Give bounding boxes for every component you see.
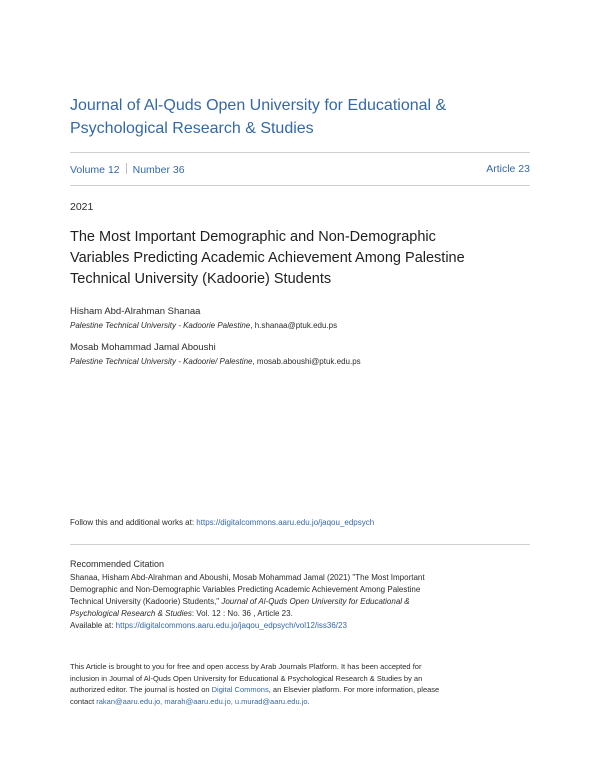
- citation-line-4: [70, 608, 530, 620]
- citation-line-1: Shanaa, Hisham Abd-Alrahman and Aboushi, Mosab Mohammad Jamal (2021) "The Most Important: [70, 573, 425, 582]
- publication-year: 2021: [70, 201, 94, 213]
- access-note-text: contact: [70, 696, 97, 706]
- author-email: , h.shanaa@ptuk.edu.ps: [250, 321, 338, 330]
- journal-title[interactable]: [70, 94, 530, 140]
- author-name: Hisham Abd-Alrahman Shanaa: [70, 306, 201, 317]
- citation-volume: : Vol. 12 : No. 36 , Article 23.: [191, 609, 293, 618]
- citation-block: [70, 572, 530, 632]
- access-note: [70, 661, 530, 707]
- paper-title-line-1: The Most Important Demographic and Non-Demographic: [70, 229, 436, 245]
- author-institution: Palestine Technical University - Kadoorie Palestine: [70, 321, 251, 330]
- follow-line: [70, 518, 374, 527]
- follow-link[interactable]: https://digitalcommons.aaru.edu.jo/jaqou_edpsych: [196, 518, 375, 527]
- citation-available: [70, 620, 530, 632]
- citation-text: Technical University (Kadoorie) Students,": [70, 597, 222, 606]
- available-link[interactable]: https://digitalcommons.aaru.edu.jo/jaqou_edpsych/vol12/iss36/23: [115, 621, 347, 630]
- volume-link[interactable]: Volume 12: [70, 164, 120, 176]
- access-note-text: authorized editor. The journal is hosted on: [70, 685, 212, 694]
- issue-meta-row: [70, 163, 530, 176]
- access-note-line-4: [70, 696, 530, 708]
- divider-top: [70, 152, 530, 153]
- paper-title-line-3: Technical University (Kadoorie) Students: [70, 271, 332, 287]
- access-note-line-1: This Article is brought to you for free and open access by Arab Journals Platform. It has been accepted for: [70, 662, 422, 671]
- journal-title-line-1[interactable]: Journal of Al-Quds Open University for Educational &: [70, 97, 447, 114]
- author-affiliation: [70, 321, 337, 330]
- access-note-text: , an Elsevier platform. For more information, please: [268, 685, 440, 694]
- contact-email-links[interactable]: rakan@aaru.edu.jo, marah@aaru.edu.jo, u.murad@aaru.edu.jo: [96, 696, 308, 706]
- citation-line-3: [70, 596, 530, 608]
- article-link[interactable]: Article 23: [486, 163, 530, 175]
- meta-separator: [126, 163, 127, 174]
- citation-journal: Psychological Research & Studies: [70, 609, 192, 618]
- journal-title-line-2[interactable]: Psychological Research & Studies: [70, 120, 314, 137]
- citation-journal: Journal of Al-Quds Open University for Educational &: [221, 597, 410, 606]
- author-affiliation: [70, 357, 361, 366]
- paper-title-line-2: Variables Predicting Academic Achievement Among Palestine: [70, 250, 465, 266]
- number-link[interactable]: Number 36: [132, 164, 185, 176]
- digital-commons-link[interactable]: Digital Commons: [211, 685, 269, 694]
- citation-line-2: Demographic and Non-Demographic Variables Predicting Academic Achievement Among Palestine: [70, 585, 421, 594]
- citation-heading: Recommended Citation: [70, 559, 165, 569]
- available-label: Available at:: [70, 621, 116, 630]
- author-name: Mosab Mohammad Jamal Aboushi: [70, 342, 216, 353]
- author-institution: Palestine Technical University - Kadoorie/ Palestine: [70, 357, 253, 366]
- author-email: , mosab.aboushi@ptuk.edu.ps: [252, 357, 361, 366]
- access-note-line-3: [70, 684, 530, 696]
- divider-meta: [70, 185, 530, 186]
- access-note-text: .: [307, 696, 310, 706]
- paper-title: [70, 227, 540, 290]
- follow-text: Follow this and additional works at:: [70, 518, 197, 527]
- divider-citation: [70, 544, 530, 545]
- access-note-line-2: inclusion in Journal of Al-Quds Open University for Educational & Psychological Research & Studies by an: [70, 673, 423, 683]
